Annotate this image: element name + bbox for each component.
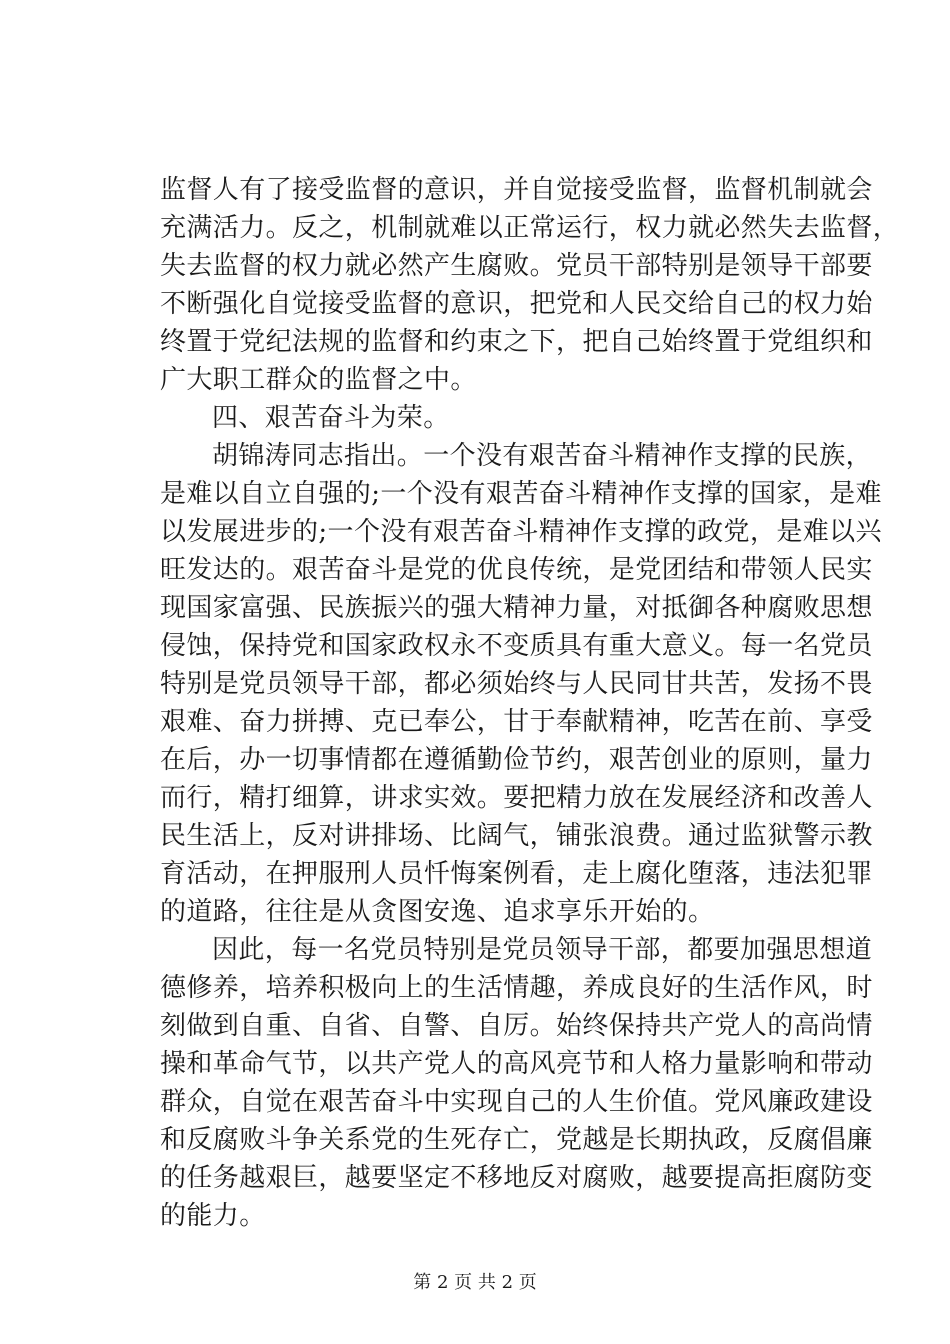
section-heading: 四、艰苦奋斗为荣。: [212, 403, 450, 433]
text-line: 民生活上，反对讲排场、比阔气，铺张浪费。通过监狱警示教: [160, 821, 873, 851]
text-line: 艰难、奋力拼搏、克已奉公，甘于奉献精神，吃苦在前、享受: [160, 707, 873, 737]
text-line: 刻做到自重、自省、自警、自厉。始终保持共产党人的高尚情: [160, 1011, 873, 1041]
text-line: 失去监督的权力就必然产生腐败。党员干部特别是领导干部要: [160, 251, 873, 281]
text-line: 充满活力。反之，机制就难以正常运行，权力就必然失去监督，: [160, 213, 900, 243]
paragraph-start-line: 胡锦涛同志指出。一个没有艰苦奋斗精神作支撑的民族，: [212, 441, 873, 471]
text-line: 侵蚀，保持党和国家政权永不变质具有重大意义。每一名党员: [160, 631, 873, 661]
text-line: 的能力。: [160, 1201, 266, 1231]
text-line: 广大职工群众的监督之中。: [160, 365, 477, 395]
text-line: 和反腐败斗争关系党的生死存亡，党越是长期执政，反腐倡廉: [160, 1125, 873, 1155]
page-footer: 第 2 页 共 2 页: [413, 1272, 537, 1293]
text-line: 育活动，在押服刑人员忏悔案例看，走上腐化堕落，违法犯罪: [160, 859, 873, 889]
text-line: 特别是党员领导干部，都必须始终与人民同甘共苦，发扬不畏: [160, 669, 873, 699]
text-line: 德修养，培养积极向上的生活情趣，养成良好的生活作风，时: [160, 973, 873, 1003]
text-line: 的任务越艰巨，越要坚定不移地反对腐败，越要提高拒腐防变: [160, 1163, 873, 1193]
text-line: 旺发达的。艰苦奋斗是党的优良传统，是党团结和带领人民实: [160, 555, 873, 585]
text-line: 群众，自觉在艰苦奋斗中实现自己的人生价值。党风廉政建设: [160, 1087, 873, 1117]
text-line: 在后，办一切事情都在遵循勤俭节约，艰苦创业的原则，量力: [160, 745, 873, 775]
text-line: 而行，精打细算，讲求实效。要把精力放在发展经济和改善人: [160, 783, 873, 813]
text-line: 不断强化自觉接受监督的意识，把党和人民交给自己的权力始: [160, 289, 873, 319]
paragraph-start-line: 因此，每一名党员特别是党员领导干部，都要加强思想道: [212, 935, 873, 965]
text-line: 终置于党纪法规的监督和约束之下，把自己始终置于党组织和: [160, 327, 873, 357]
text-line: 操和革命气节，以共产党人的高风亮节和人格力量影响和带动: [160, 1049, 873, 1079]
text-line: 的道路，往往是从贪图安逸、追求享乐开始的。: [160, 897, 715, 927]
text-line: 以发展进步的;一个没有艰苦奋斗精神作支撑的政党，是难以兴: [160, 517, 882, 547]
text-line: 监督人有了接受监督的意识，并自觉接受监督，监督机制就会: [160, 175, 873, 205]
text-line: 是难以自立自强的;一个没有艰苦奋斗精神作支撑的国家，是难: [160, 479, 882, 509]
text-line: 现国家富强、民族振兴的强大精神力量，对抵御各种腐败思想: [160, 593, 873, 623]
document-body: [160, 171, 900, 1235]
